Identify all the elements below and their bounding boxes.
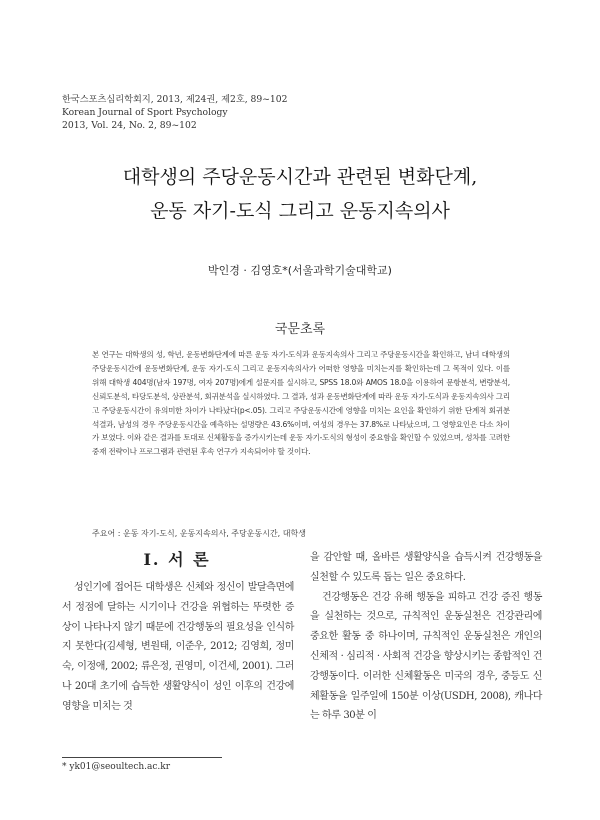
journal-citation-english: 2013, Vol. 24, No. 2, 89~102 (62, 120, 197, 131)
paper-authors: 박인경 · 김영호*(서울과학기술대학교) (208, 264, 392, 277)
body-column-right (310, 548, 542, 726)
abstract-heading: 국문초록 (274, 322, 326, 337)
paper-title-line2: 운동 자기-도식 그리고 운동지속의사 (150, 200, 450, 222)
body-column-left (62, 578, 294, 717)
journal-citation-korean: 한국스포츠심리학회지, 2013, 제24권, 제2호, 89~102 (62, 94, 288, 105)
paragraph-continued: 을 감안할 때, 올바른 생활양식을 습득시켜 건강행동을 실천할 수 있도록 돕는 일은 중요하다. (310, 552, 542, 583)
paragraph: 건강행동은 건강 유해 행동을 피하고 건강 증진 행동을 실천하는 것으로, 규칙적인 운동실천은 건강관리에 중요한 활동 중 하나이며, 규칙적인 운동실천은 개인의 신체적 · 심리적 · 사회적 건강을 향상시키는 종합적인 건강행동이다. 이러한 신체활동은 미국의 경우, 중등도 신체활동을 일주일에 150분 이상(USDH, 2008), 캐나다는 하루 30분 이 (310, 591, 542, 722)
journal-name-english: Korean Journal of Sport Psychology (62, 107, 228, 118)
abstract-text: 본 연구는 대학생의 성, 학년, 운동변화단계에 따른 운동 자기-도식과 운동지속의사 그리고 주당운동시간을 확인하고, 남녀 대학생의 주당운동시간에 운동변화단계, 운동 자기-도식 그리고 운동지속의사가 어떠한 영향을 미치는지를 확인하는데 그 목적이 있다. 이를 위해 대학생 404명(남자 197명, 여자 207명)에게 설문지를 실시하고, SPSS 18.0와 AMOS 18.0을 이용하여 문항분석, 변량분석, 신뢰도분석, 타당도분석, 상관분석, 회귀분석을 실시하였다. 그 결과, 성과 운동변화단계에 따라 운동 자기-도식과 운동지속의사 그리고 주당운동시간이 유의미한 차이가 나타났다(p<.05). 그리고 주당운동시간에 영향을 미치는 요인을 확인하기 위한 단계적 회귀분석결과, 남성의 경우 주당운동시간을 예측하는 설명량은 43.6%이며, 여성의 경우는 37.8%로 나타났으며, 그 영향요인은 다소 차이가 보였다. 이와 같은 결과를 토대로 신체활동을 증가시키는데 운동 자기-도식의 형성이 중요함을 확인할 수 있었으며, 성차를 고려한 중재 전략이나 프로그램과 관련된 후속 연구가 지속되어야 할 것이다. (92, 350, 510, 457)
journal-header (62, 93, 287, 132)
footnote-email: * yk01@seoultech.ac.kr (62, 762, 171, 772)
paper-title (0, 160, 600, 228)
footnote-divider (62, 757, 222, 758)
section-heading-introduction: I. 서 론 (143, 550, 211, 569)
paragraph: 성인기에 접어든 대학생은 신체와 정신이 발달측면에서 정점에 달하는 시기이나 건강을 위협하는 뚜렷한 증상이 나타나지 않기 때문에 건강행동의 필요성을 인식하지 못한다(김세형, 변원태, 이준우, 2012; 김영희, 정미숙, 이정애, 2002; 류은정, 권영미, 이건세, 2001). 그러나 20대 초기에 습득한 생활양식이 성인 이후의 건강에 영향을 미치는 것 (62, 582, 294, 712)
keywords: 주요어 : 운동 자기-도식, 운동지속의사, 주당운동시간, 대학생 (92, 529, 306, 538)
paper-title-line1: 대학생의 주당운동시간과 관련된 변화단계, (122, 166, 478, 188)
